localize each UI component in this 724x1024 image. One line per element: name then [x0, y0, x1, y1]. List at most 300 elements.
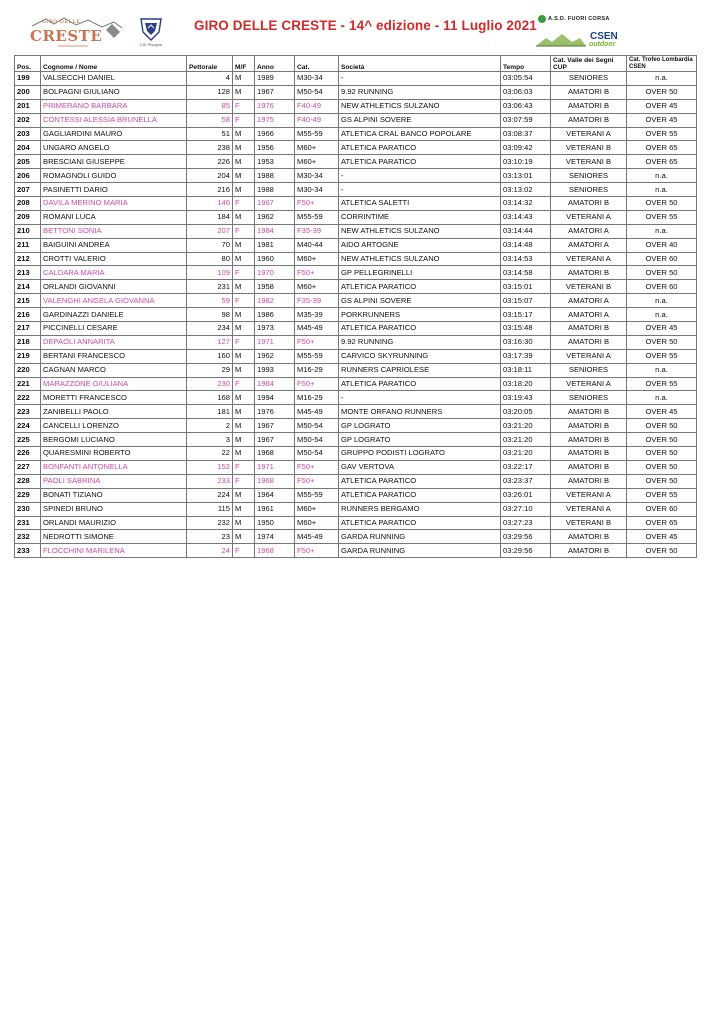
row-year: 1968: [255, 544, 295, 558]
row-club: MONTE ORFANO RUNNERS: [339, 405, 501, 419]
row-position: 227: [15, 460, 41, 474]
table-row: [15, 99, 697, 113]
row-name: CANCELLI LORENZO: [41, 419, 187, 433]
row-sex: F: [233, 224, 255, 238]
giro-delle-creste-logo: [28, 16, 124, 50]
row-cat-valle: VETERANI B: [551, 280, 627, 294]
table-row: [15, 266, 697, 280]
row-name: ROMAGNOLI GUIDO: [41, 169, 187, 183]
row-position: 220: [15, 363, 41, 377]
row-category: F35-39: [295, 294, 339, 308]
row-bib: 58: [187, 113, 233, 127]
row-name: PICCINELLI CESARE: [41, 322, 187, 336]
row-time: 03:14:44: [501, 224, 551, 238]
row-name: CALDARA MARIA: [41, 266, 187, 280]
row-club: GARDA RUNNING: [339, 544, 501, 558]
row-sex: M: [233, 308, 255, 322]
table-row: [15, 280, 697, 294]
row-category: F50+: [295, 377, 339, 391]
csen-text: CSEN: [590, 31, 618, 42]
row-club: GP LOGRATO: [339, 433, 501, 447]
row-cat-valle: AMATORI B: [551, 419, 627, 433]
row-cat-trofeo: OVER 45: [627, 322, 697, 336]
row-cat-trofeo: OVER 55: [627, 127, 697, 141]
row-cat-valle: VETERANI A: [551, 502, 627, 516]
table-row: [15, 419, 697, 433]
row-cat-trofeo: OVER 45: [627, 530, 697, 544]
row-club: ATLETICA PARATICO: [339, 377, 501, 391]
row-name: BETTONI SONIA: [41, 224, 187, 238]
row-name: MORETTI FRANCESCO: [41, 391, 187, 405]
row-position: 228: [15, 474, 41, 488]
logo-big-text: CRESTE: [30, 27, 103, 45]
table-row: [15, 433, 697, 447]
row-cat-valle: AMATORI A: [551, 308, 627, 322]
row-club: AIDO ARTOGNE: [339, 238, 501, 252]
row-category: M60+: [295, 280, 339, 294]
row-sex: M: [233, 447, 255, 461]
row-club: GRUPPO PODISTI LOGRATO: [339, 447, 501, 461]
col-header-cat-valle: Cat. Valle dei Segni CUP: [551, 56, 627, 72]
row-year: 1973: [255, 322, 295, 336]
col-header-pos: Pos.: [15, 56, 41, 72]
row-time: 03:07:59: [501, 113, 551, 127]
row-time: 03:15:07: [501, 294, 551, 308]
row-bib: 115: [187, 502, 233, 516]
row-bib: 224: [187, 488, 233, 502]
row-club: -: [339, 391, 501, 405]
row-cat-valle: AMATORI B: [551, 113, 627, 127]
row-position: 209: [15, 210, 41, 224]
row-year: 1971: [255, 335, 295, 349]
row-bib: 233: [187, 474, 233, 488]
col-header-cat: Cat.: [295, 56, 339, 72]
row-time: 03:21:20: [501, 419, 551, 433]
row-position: 204: [15, 141, 41, 155]
row-year: 1988: [255, 183, 295, 197]
row-name: GARDINAZZI DANIELE: [41, 308, 187, 322]
row-bib: 226: [187, 155, 233, 169]
row-cat-trofeo: OVER 50: [627, 474, 697, 488]
row-year: 1975: [255, 113, 295, 127]
row-name: GAGLIARDINI MAURO: [41, 127, 187, 141]
table-row: [15, 224, 697, 238]
row-time: 03:15:17: [501, 308, 551, 322]
col-header-year: Anno: [255, 56, 295, 72]
row-club: ATLETICA PARATICO: [339, 280, 501, 294]
row-bib: 128: [187, 85, 233, 99]
row-sex: M: [233, 155, 255, 169]
asd-dot-icon: [538, 15, 546, 23]
row-time: 03:20:05: [501, 405, 551, 419]
row-sex: F: [233, 99, 255, 113]
row-time: 03:16:30: [501, 335, 551, 349]
row-category: M60+: [295, 155, 339, 169]
row-cat-trofeo: OVER 50: [627, 85, 697, 99]
row-sex: M: [233, 169, 255, 183]
row-time: 03:29:56: [501, 544, 551, 558]
row-position: 216: [15, 308, 41, 322]
row-category: M30-34: [295, 183, 339, 197]
row-club: ATLETICA PARATICO: [339, 516, 501, 530]
table-row: [15, 322, 697, 336]
row-cat-trofeo: n.a.: [627, 169, 697, 183]
row-sex: F: [233, 377, 255, 391]
row-position: 221: [15, 377, 41, 391]
row-position: 200: [15, 85, 41, 99]
row-sex: M: [233, 419, 255, 433]
row-cat-trofeo: OVER 55: [627, 210, 697, 224]
row-bib: 204: [187, 169, 233, 183]
row-year: 1993: [255, 363, 295, 377]
row-bib: 181: [187, 405, 233, 419]
row-bib: 238: [187, 141, 233, 155]
row-bib: 3: [187, 433, 233, 447]
row-year: 1974: [255, 530, 295, 544]
row-bib: 207: [187, 224, 233, 238]
row-position: 203: [15, 127, 41, 141]
row-year: 1960: [255, 252, 295, 266]
row-cat-valle: AMATORI B: [551, 405, 627, 419]
row-sex: M: [233, 238, 255, 252]
row-cat-valle: AMATORI B: [551, 322, 627, 336]
row-time: 03:14:53: [501, 252, 551, 266]
row-position: 217: [15, 322, 41, 336]
row-cat-valle: SENIORES: [551, 363, 627, 377]
table-row: [15, 460, 697, 474]
row-time: 03:18:20: [501, 377, 551, 391]
row-position: 226: [15, 447, 41, 461]
row-bib: 234: [187, 322, 233, 336]
row-cat-trofeo: OVER 65: [627, 516, 697, 530]
row-name: SPINEDI BRUNO: [41, 502, 187, 516]
table-row: [15, 308, 697, 322]
logo-small-text: GIRO DELLE: [42, 19, 81, 25]
row-cat-trofeo: OVER 60: [627, 280, 697, 294]
table-row: [15, 210, 697, 224]
row-cat-valle: AMATORI A: [551, 238, 627, 252]
row-name: VALSECCHI DANIEL: [41, 72, 187, 86]
row-club: CORRINTIME: [339, 210, 501, 224]
row-position: 215: [15, 294, 41, 308]
row-bib: 152: [187, 460, 233, 474]
row-sex: F: [233, 335, 255, 349]
row-category: M16-29: [295, 363, 339, 377]
row-bib: 29: [187, 363, 233, 377]
row-year: 1950: [255, 516, 295, 530]
row-time: 03:18:11: [501, 363, 551, 377]
row-name: ROMANI LUCA: [41, 210, 187, 224]
row-time: 03:15:48: [501, 322, 551, 336]
row-cat-trofeo: OVER 55: [627, 377, 697, 391]
row-cat-trofeo: OVER 60: [627, 252, 697, 266]
row-category: M60+: [295, 252, 339, 266]
row-sex: M: [233, 363, 255, 377]
row-cat-trofeo: OVER 55: [627, 349, 697, 363]
row-position: 211: [15, 238, 41, 252]
table-row: [15, 294, 697, 308]
row-sex: F: [233, 266, 255, 280]
row-club: GP PELLEGRINELLI: [339, 266, 501, 280]
row-club: GP LOGRATO: [339, 419, 501, 433]
row-club: -: [339, 72, 501, 86]
row-club: RUNNERS CAPRIOLESE: [339, 363, 501, 377]
row-cat-valle: AMATORI A: [551, 294, 627, 308]
table-row: [15, 447, 697, 461]
row-category: M35-39: [295, 308, 339, 322]
row-year: 1953: [255, 155, 295, 169]
row-category: F40-49: [295, 99, 339, 113]
row-category: M45-49: [295, 322, 339, 336]
row-category: M60+: [295, 141, 339, 155]
page-header: [10, 10, 714, 56]
table-row: [15, 169, 697, 183]
row-cat-valle: VETERANI B: [551, 516, 627, 530]
row-time: 03:09:42: [501, 141, 551, 155]
row-cat-trofeo: OVER 50: [627, 419, 697, 433]
row-position: 229: [15, 488, 41, 502]
row-category: M50-54: [295, 419, 339, 433]
col-header-sex: M/F: [233, 56, 255, 72]
row-sex: M: [233, 530, 255, 544]
row-year: 1976: [255, 405, 295, 419]
row-club: NEW ATHLETICS SULZANO: [339, 99, 501, 113]
asd-text: A.S.D. FUORI CORSA: [548, 16, 610, 22]
row-position: 207: [15, 183, 41, 197]
row-sex: F: [233, 474, 255, 488]
row-bib: 160: [187, 349, 233, 363]
mountain-sponsor-icon: [536, 32, 586, 48]
row-name: DAVILA MERINO MARIA: [41, 197, 187, 211]
row-year: 1961: [255, 502, 295, 516]
row-club: ATLETICA PARATICO: [339, 141, 501, 155]
table-header-row: [15, 56, 697, 72]
row-cat-trofeo: OVER 45: [627, 99, 697, 113]
row-time: 03:23:37: [501, 474, 551, 488]
row-name: ORLANDI MAURIZIO: [41, 516, 187, 530]
row-bib: 109: [187, 266, 233, 280]
row-cat-valle: AMATORI B: [551, 99, 627, 113]
row-name: UNGARO ANGELO: [41, 141, 187, 155]
row-bib: 22: [187, 447, 233, 461]
row-category: F50+: [295, 544, 339, 558]
row-position: 218: [15, 335, 41, 349]
row-cat-valle: AMATORI B: [551, 433, 627, 447]
row-year: 1970: [255, 266, 295, 280]
row-name: ORLANDI GIOVANNI: [41, 280, 187, 294]
table-row: [15, 72, 697, 86]
row-position: 212: [15, 252, 41, 266]
row-cat-trofeo: OVER 40: [627, 238, 697, 252]
row-category: F50+: [295, 460, 339, 474]
row-cat-valle: VETERANI A: [551, 252, 627, 266]
row-year: 1967: [255, 85, 295, 99]
row-time: 03:06:43: [501, 99, 551, 113]
row-category: M50-54: [295, 85, 339, 99]
row-position: 232: [15, 530, 41, 544]
row-name: BAIGUINI ANDREA: [41, 238, 187, 252]
row-time: 03:08:37: [501, 127, 551, 141]
row-category: F50+: [295, 266, 339, 280]
row-sex: M: [233, 433, 255, 447]
results-table: [14, 55, 697, 558]
row-sex: M: [233, 85, 255, 99]
row-cat-trofeo: OVER 50: [627, 433, 697, 447]
row-club: NEW ATHLETICS SULZANO: [339, 224, 501, 238]
row-cat-valle: AMATORI B: [551, 85, 627, 99]
col-header-name: Cognome / Nome: [41, 56, 187, 72]
row-sex: M: [233, 210, 255, 224]
row-cat-valle: AMATORI B: [551, 460, 627, 474]
row-bib: 98: [187, 308, 233, 322]
row-category: M55-59: [295, 127, 339, 141]
row-bib: 146: [187, 197, 233, 211]
row-year: 1971: [255, 460, 295, 474]
row-sex: M: [233, 488, 255, 502]
row-category: M60+: [295, 516, 339, 530]
row-position: 214: [15, 280, 41, 294]
table-row: [15, 127, 697, 141]
row-position: 219: [15, 349, 41, 363]
table-row: [15, 544, 697, 558]
row-year: 1968: [255, 447, 295, 461]
table-row: [15, 155, 697, 169]
row-sex: M: [233, 72, 255, 86]
row-bib: 2: [187, 419, 233, 433]
row-category: M55-59: [295, 349, 339, 363]
row-cat-trofeo: OVER 65: [627, 155, 697, 169]
row-time: 03:21:20: [501, 433, 551, 447]
row-year: 1964: [255, 377, 295, 391]
row-category: F50+: [295, 335, 339, 349]
row-category: F40-49: [295, 113, 339, 127]
row-name: BRESCIANI GIUSEPPE: [41, 155, 187, 169]
table-row: [15, 516, 697, 530]
table-row: [15, 391, 697, 405]
row-bib: 59: [187, 294, 233, 308]
row-club: ATLETICA PARATICO: [339, 488, 501, 502]
row-cat-valle: AMATORI B: [551, 266, 627, 280]
row-position: 205: [15, 155, 41, 169]
col-header-time: Tempo: [501, 56, 551, 72]
row-cat-trofeo: n.a.: [627, 363, 697, 377]
row-position: 233: [15, 544, 41, 558]
row-cat-trofeo: OVER 50: [627, 197, 697, 211]
col-header-club: Società: [339, 56, 501, 72]
row-cat-trofeo: n.a.: [627, 183, 697, 197]
row-position: 224: [15, 419, 41, 433]
row-club: -: [339, 183, 501, 197]
row-cat-valle: VETERANI A: [551, 349, 627, 363]
row-club: 9.92 RUNNING: [339, 335, 501, 349]
row-time: 03:15:01: [501, 280, 551, 294]
table-row: [15, 197, 697, 211]
table-row: [15, 349, 697, 363]
row-cat-trofeo: OVER 60: [627, 502, 697, 516]
row-bib: 85: [187, 99, 233, 113]
sponsor-logos: [526, 14, 646, 54]
row-year: 1962: [255, 210, 295, 224]
col-header-bib: Pettorale: [187, 56, 233, 72]
row-position: 222: [15, 391, 41, 405]
row-time: 03:14:32: [501, 197, 551, 211]
row-cat-trofeo: OVER 50: [627, 447, 697, 461]
row-position: 208: [15, 197, 41, 211]
table-row: [15, 530, 697, 544]
row-category: M55-59: [295, 488, 339, 502]
page-title: GIRO DELLE CRESTE - 14^ edizione - 11 Luglio 2021: [194, 18, 537, 33]
row-cat-trofeo: OVER 45: [627, 405, 697, 419]
row-time: 03:13:02: [501, 183, 551, 197]
row-name: PAOLI SABRINA: [41, 474, 187, 488]
row-year: 1968: [255, 474, 295, 488]
row-cat-valle: AMATORI B: [551, 447, 627, 461]
row-club: GAV VERTOVA: [339, 460, 501, 474]
row-year: 1966: [255, 127, 295, 141]
row-year: 1986: [255, 308, 295, 322]
row-category: M50-54: [295, 447, 339, 461]
table-row: [15, 252, 697, 266]
row-category: F50+: [295, 474, 339, 488]
row-bib: 168: [187, 391, 233, 405]
row-year: 1988: [255, 169, 295, 183]
row-time: 03:06:03: [501, 85, 551, 99]
row-name: NEDROTTI SIMONE: [41, 530, 187, 544]
row-time: 03:27:23: [501, 516, 551, 530]
row-cat-trofeo: OVER 50: [627, 460, 697, 474]
row-position: 202: [15, 113, 41, 127]
table-row: [15, 474, 697, 488]
row-year: 1962: [255, 349, 295, 363]
row-year: 1958: [255, 280, 295, 294]
row-club: ATLETICA SALETTI: [339, 197, 501, 211]
row-position: 225: [15, 433, 41, 447]
cai-logo-text: CAI Pisogne: [139, 42, 163, 47]
row-category: M45-49: [295, 405, 339, 419]
row-cat-valle: AMATORI A: [551, 224, 627, 238]
row-bib: 24: [187, 544, 233, 558]
row-category: M50-54: [295, 433, 339, 447]
row-sex: M: [233, 280, 255, 294]
row-club: ATLETICA PARATICO: [339, 322, 501, 336]
row-cat-valle: AMATORI B: [551, 335, 627, 349]
row-year: 1994: [255, 391, 295, 405]
row-club: GS ALPINI SOVERE: [339, 113, 501, 127]
row-cat-valle: AMATORI B: [551, 530, 627, 544]
row-sex: M: [233, 141, 255, 155]
table-row: [15, 502, 697, 516]
row-year: 1967: [255, 433, 295, 447]
row-cat-trofeo: n.a.: [627, 72, 697, 86]
table-row: [15, 85, 697, 99]
row-time: 03:05:54: [501, 72, 551, 86]
cai-logo: [138, 16, 164, 52]
row-sex: M: [233, 405, 255, 419]
row-club: -: [339, 169, 501, 183]
row-cat-trofeo: n.a.: [627, 294, 697, 308]
row-name: BERTANI FRANCESCO: [41, 349, 187, 363]
row-position: 223: [15, 405, 41, 419]
row-club: PORKRUNNERS: [339, 308, 501, 322]
row-sex: M: [233, 391, 255, 405]
table-row: [15, 335, 697, 349]
row-time: 03:26:01: [501, 488, 551, 502]
row-sex: M: [233, 516, 255, 530]
row-time: 03:29:56: [501, 530, 551, 544]
row-time: 03:14:43: [501, 210, 551, 224]
row-bib: 232: [187, 516, 233, 530]
row-bib: 70: [187, 238, 233, 252]
